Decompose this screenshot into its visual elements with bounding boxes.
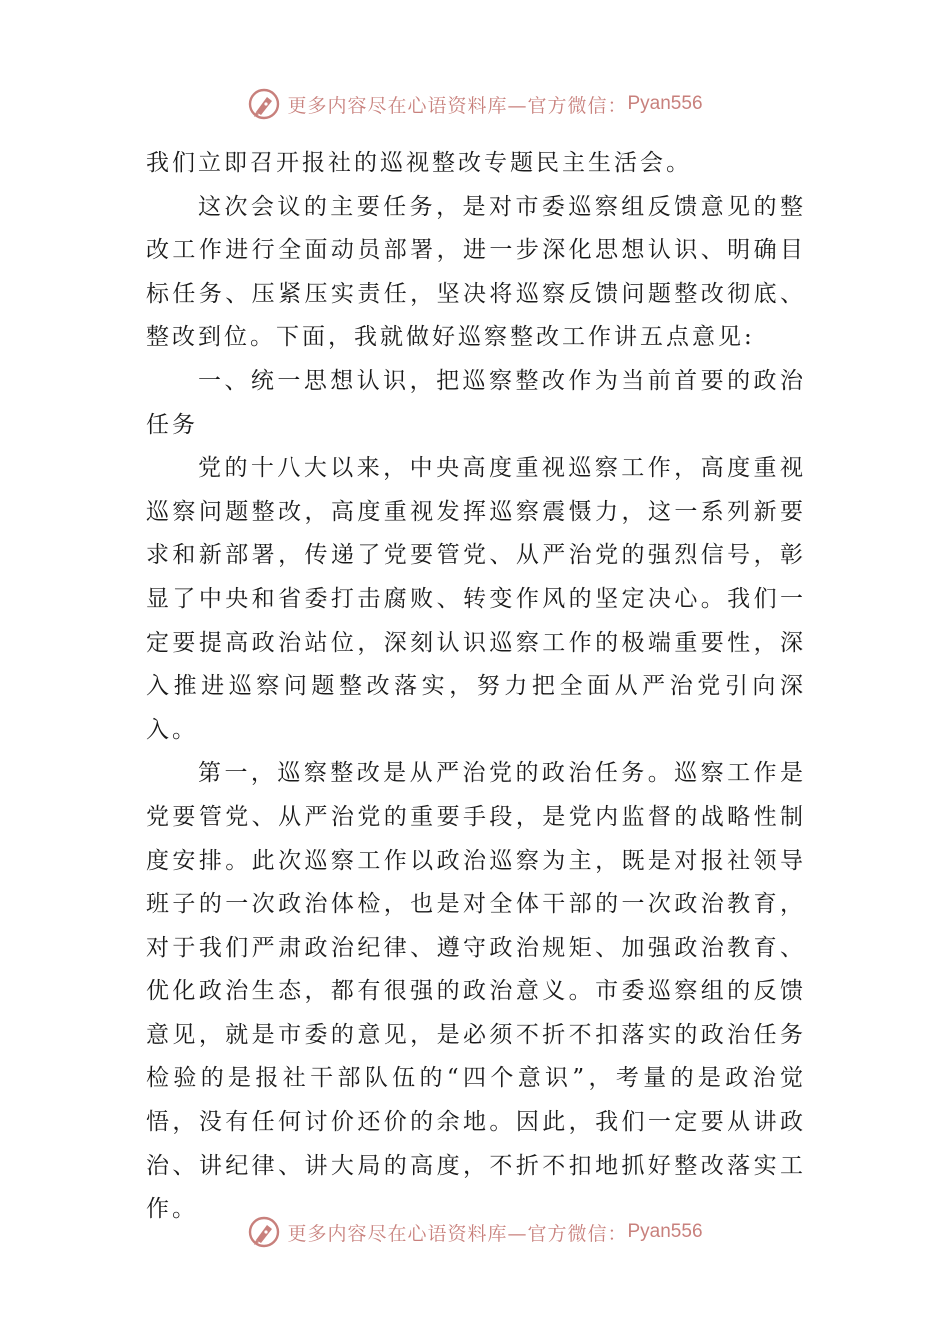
watermark-text: 更多内容尽在心语资料库—官方微信： <box>287 1222 628 1245</box>
watermark-text: 更多内容尽在心语资料库—官方微信： <box>287 94 628 117</box>
watermark-handle: Pyan556 <box>627 93 703 114</box>
pen-nib-logo-icon <box>247 87 281 121</box>
document-body <box>146 142 806 1232</box>
footer-watermark <box>0 1212 950 1252</box>
paragraph-central-emphasis: 党的十八大以来，中央高度重视巡察工作，高度重视巡察问题整改，高度重视发挥巡察震慑力，这一系列新要求和新部署，传递了党要管党、从严治党的强烈信号，彰显了中央和省委打击腐败、转变作风的坚定决心。我们一定要提高政治站位，深刻认识巡察工作的极端重要性，深入推进巡察问题整改落实，努力把全面从严治党引向深入。 <box>146 455 806 743</box>
watermark-handle: Pyan556 <box>627 1221 703 1242</box>
paragraph-point-first: 第一，巡察整改是从严治党的政治任务。巡察工作是党要管党、从严治党的重要手段，是党内监督的战略性制度安排。此次巡察工作以政治巡察为主，既是对报社领导班子的一次政治体检，也是对全体干部的一次政治教育，对于我们严肃政治纪律、遵守政治规矩、加强政治教育、优化政治生态，都有很强的政治意义。市委巡察组的反馈意见，就是市委的意见，是必须不折不扣落实的政治任务检验的是报社干部队伍的“四个意识”，考量的是政治觉悟，没有任何讨价还价的余地。因此，我们一定要从讲政治、讲纪律、讲大局的高度，不折不扣地抓好整改落实工作。 <box>146 760 806 1223</box>
section-heading-1: 一、统一思想认识，把巡察整改作为当前首要的政治任务 <box>146 367 806 438</box>
paragraph-meeting-task: 这次会议的主要任务，是对市委巡察组反馈意见的整改工作进行全面动员部署，进一步深化思想认识、明确目标任务、压紧压实责任，坚决将巡察反馈问题整改彻底、整改到位。下面，我就做好巡察整改工作讲五点意见: <box>146 193 806 351</box>
header-watermark <box>0 84 950 124</box>
pen-nib-logo-icon <box>247 1215 281 1249</box>
paragraph-continuation: 我们立即召开报社的巡视整改专题民主生活会。 <box>146 150 692 176</box>
